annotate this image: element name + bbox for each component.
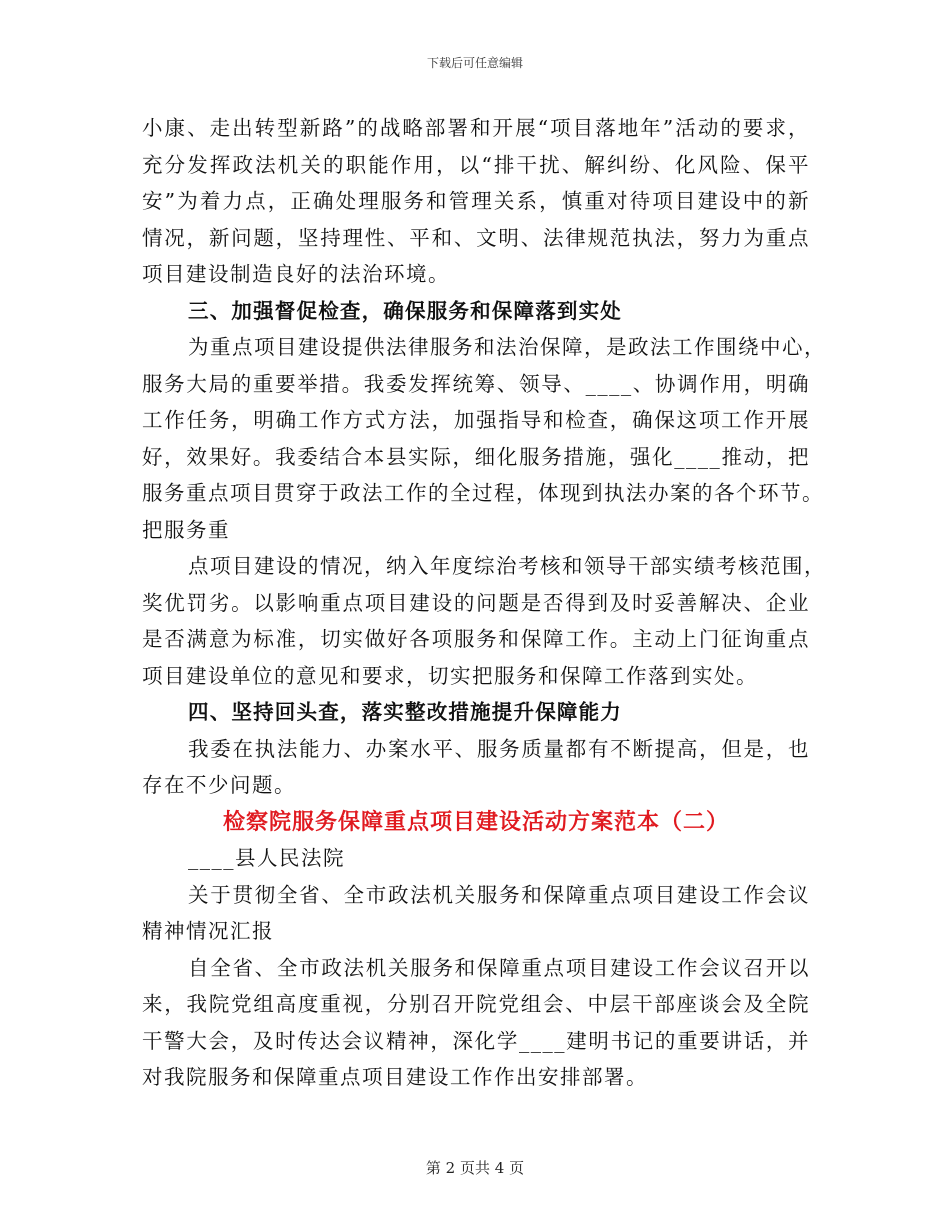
- body-line: 存在不少问题。: [142, 773, 296, 797]
- body-line: 充分发挥政法机关的职能作用，以“排干扰、解纠纷、化风险、保平: [142, 152, 810, 177]
- body-line: 来，我院党组高度重视，分别召开院党组会、中层干部座谈会及全院: [142, 992, 810, 1016]
- body-line: 项目建设单位的意见和要求，切实把服务和保障工作落到实处。: [142, 663, 758, 688]
- body-line: 奖优罚劣。以影响重点项目建设的问题是否得到及时妥善解决、企业: [142, 590, 810, 615]
- body-line: 工作任务，明确工作方式方法，加强指导和检查，确保这项工作开展: [142, 408, 810, 432]
- page-footer: 第 2 页共 4 页: [425, 1159, 525, 1177]
- body-line: 为重点项目建设提供法律服务和法治保障，是政法工作围绕中心，: [188, 335, 826, 359]
- body-line: 情况，新问题，坚持理性、平和、文明、法律规范执法，努力为重点: [142, 225, 810, 250]
- court-name: ____县人民法院: [188, 846, 345, 870]
- body-line: 干警大会，及时传达会议精神，深化学____建明书记的重要讲话，并: [142, 1028, 810, 1053]
- report-subject-cont: 精神情况汇报: [142, 919, 274, 943]
- body-line: 我委在执法能力、办案水平、服务质量都有不断提高，但是，也: [188, 736, 810, 761]
- page-header: 下载后可任意编辑: [426, 56, 523, 70]
- section-heading-3: 三、加强督促检查，确保服务和保障落到实处: [188, 298, 622, 323]
- body-line: 小康、走出转型新路”的战略部署和开展“项目落地年”活动的要求，: [142, 116, 810, 140]
- document-title: 检察院服务保障重点项目建设活动方案范本（二）: [222, 808, 729, 835]
- body-line: 安”为着力点，正确处理服务和管理关系，慎重对待项目建设中的新: [142, 189, 810, 213]
- body-line: 自全省、全市政法机关服务和保障重点项目建设工作会议召开以: [188, 955, 810, 980]
- body-line: 点项目建设的情况，纳入年度综治考核和领导干部实绩考核范围，: [188, 554, 826, 578]
- body-line: 好，效果好。我委结合本县实际，细化服务措施，强化____推动，把: [142, 444, 810, 469]
- section-heading-4: 四、坚持回头查，落实整改措施提升保障能力: [188, 700, 622, 724]
- body-line: 把服务重: [142, 517, 230, 542]
- document-body: [142, 110, 826, 1096]
- body-line: 是否满意为标准，切实做好各项服务和保障工作。主动上门征询重点: [142, 627, 810, 651]
- body-line: 项目建设制造良好的法治环境。: [142, 262, 450, 286]
- body-line: 服务大局的重要举措。我委发挥统筹、领导、____、协调作用，明确: [142, 371, 810, 396]
- body-line: 对我院服务和保障重点项目建设工作作出安排部署。: [142, 1065, 648, 1089]
- body-line: 服务重点项目贯穿于政法工作的全过程，体现到执法办案的各个环节。: [142, 481, 824, 505]
- report-subject: 关于贯彻全省、全市政法机关服务和保障重点项目建设工作会议: [188, 882, 810, 907]
